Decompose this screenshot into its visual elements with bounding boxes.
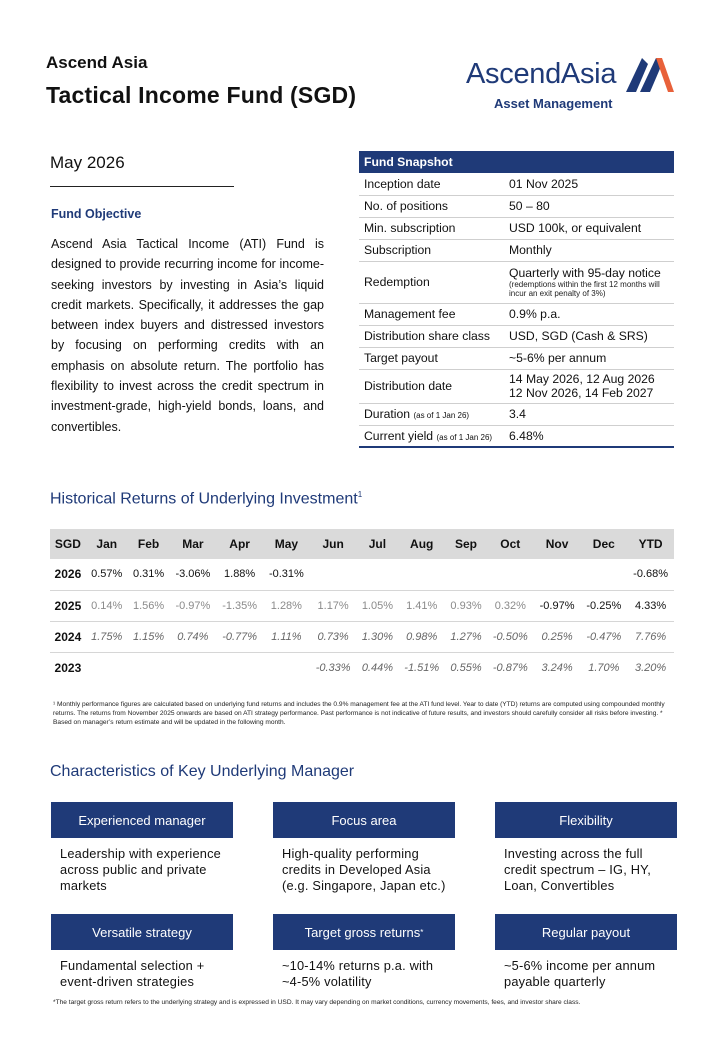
snapshot-value: 6.48% — [504, 425, 674, 447]
returns-cell: 1.27% — [445, 621, 487, 652]
returns-cell — [263, 652, 310, 683]
returns-cell: -0.31% — [263, 559, 310, 590]
returns-cell: 0.98% — [398, 621, 445, 652]
snapshot-value: ~5-6% per annum — [504, 347, 674, 369]
snapshot-row — [359, 261, 674, 303]
returns-cell — [170, 652, 217, 683]
returns-cell: 0.25% — [534, 621, 581, 652]
returns-cell: -1.51% — [404, 661, 440, 674]
returns-row — [50, 621, 674, 652]
objective-heading: Fund Objective — [51, 207, 142, 221]
snapshot-value: Monthly — [504, 239, 674, 261]
snapshot-label: Inception date — [359, 173, 504, 195]
card-text: High-quality performing credits in Developed Asia (e.g. Singapore, Japan etc.) — [282, 846, 446, 893]
returns-header-row — [50, 529, 674, 559]
snapshot-row — [359, 425, 674, 447]
snapshot-value-cell — [504, 369, 674, 403]
returns-cell: 1.28% — [263, 590, 310, 621]
returns-cell: 1.75% — [86, 621, 128, 652]
returns-col-header: May — [263, 529, 310, 559]
returns-cell: 0.74% — [170, 621, 217, 652]
returns-row — [50, 590, 674, 621]
card-heading — [51, 802, 233, 838]
card-heading — [495, 802, 677, 838]
returns-table — [50, 529, 674, 683]
returns-cell: 0.32% — [487, 590, 534, 621]
returns-cell: 0.44% — [361, 661, 394, 674]
card-heading — [495, 914, 677, 950]
snapshot-row — [359, 303, 674, 325]
returns-year: 2025 — [50, 590, 86, 621]
date-divider — [50, 186, 234, 187]
card-heading-text: Target gross returns — [304, 924, 421, 940]
objective-text: Ascend Asia Tactical Income (ATI) Fund is designed to provide recurring income for income-seeking investors by investing in Asia’s liquid credit markets. Specifically, it addresses the gap between index buyers and distressed investors by focusing on performing credits with an emphasis on absolute return. The portfolio has flexibility to invest across the credit spectrum in investment-grade, high-yield bonds, loans, and convertibles. — [51, 237, 324, 434]
characteristics-title: Characteristics of Key Underlying Manager — [50, 763, 355, 780]
snapshot-label-note: (as of 1 Jan 26) — [413, 411, 470, 420]
snapshot-label: Target payout — [359, 347, 504, 369]
returns-cell: 4.33% — [627, 590, 674, 621]
card-text: ~5-6% income per annum payable quarterly — [504, 958, 656, 989]
snapshot-row — [359, 217, 674, 239]
returns-cell: 1.41% — [398, 590, 445, 621]
history-title-text: Historical Returns of Underlying Investment — [50, 490, 358, 508]
returns-cell — [534, 559, 581, 590]
card-heading-text: Experienced manager — [78, 812, 206, 828]
returns-col-header: Jan — [86, 529, 128, 559]
snapshot-heading: Fund Snapshot — [359, 151, 674, 173]
card-heading-sup: * — [420, 927, 424, 937]
card-text: ~10-14% returns p.a. with ~4-5% volatility — [282, 958, 434, 989]
returns-col-header: Jun — [310, 529, 357, 559]
returns-cell: -0.33% — [315, 661, 351, 674]
snapshot-row — [359, 239, 674, 261]
card-text: Investing across the full credit spectrum – IG, HY, Loan, Convertibles — [504, 846, 652, 893]
card-heading-text: Versatile strategy — [92, 924, 192, 940]
returns-cell: -0.97% — [170, 590, 217, 621]
snapshot-label: Distribution date — [359, 369, 504, 403]
returns-cell — [216, 652, 263, 683]
returns-cell: 1.15% — [128, 621, 170, 652]
snapshot-label: Duration — [364, 407, 411, 421]
snapshot-label-cell — [359, 403, 504, 425]
returns-cell: 1.17% — [310, 590, 357, 621]
logo-mark-icon — [622, 58, 678, 92]
returns-cell: -0.97% — [534, 590, 581, 621]
returns-cell — [86, 652, 128, 683]
returns-cell — [580, 559, 627, 590]
logo-subtitle: Asset Management — [494, 96, 613, 111]
card-text: Fundamental selection + event-driven strategies — [60, 958, 205, 989]
snapshot-label: No. of positions — [359, 195, 504, 217]
returns-body — [50, 559, 674, 683]
returns-col-header: Apr — [216, 529, 263, 559]
snapshot-label: Redemption — [359, 261, 504, 303]
returns-cell — [310, 559, 357, 590]
snapshot-label: Management fee — [359, 303, 504, 325]
snapshot-value: 01 Nov 2025 — [504, 173, 674, 195]
snapshot-label: Current yield — [364, 428, 434, 443]
snapshot-value: 12 Nov 2026, 14 Feb 2027 — [509, 386, 654, 400]
card-heading-text: Flexibility — [559, 812, 613, 828]
returns-cell: 3.20% — [634, 661, 667, 674]
logo-name: AscendAsia — [466, 58, 617, 90]
returns-cell: -0.68% — [627, 559, 674, 590]
returns-cell: -1.35% — [216, 590, 263, 621]
snapshot-value: Quarterly with 95-day notice — [509, 266, 661, 280]
returns-col-header: Jul — [357, 529, 399, 559]
card-text: Leadership with experience across public and private markets — [60, 846, 221, 893]
snapshot-note: (redemptions within the first 12 months will incur an exit penalty of 3%) — [509, 280, 660, 298]
returns-cell: 0.73% — [310, 621, 357, 652]
snapshot-value: USD, SGD (Cash & SRS) — [504, 325, 674, 347]
snapshot-value: 14 May 2026, 12 Aug 2026 — [509, 372, 655, 386]
returns-cell: 1.70% — [588, 661, 620, 674]
fund-snapshot-table — [359, 151, 674, 448]
returns-cell — [487, 559, 534, 590]
returns-cell: 0.57% — [86, 559, 128, 590]
snapshot-value-cell — [504, 261, 674, 303]
returns-cell: 1.05% — [357, 590, 399, 621]
returns-row — [50, 652, 674, 683]
report-date: May 2026 — [50, 153, 125, 172]
returns-cell: 0.55% — [450, 661, 482, 674]
returns-cell: 1.88% — [216, 559, 263, 590]
returns-year: 2023 — [54, 660, 82, 675]
card-heading-text: Regular payout — [541, 924, 631, 940]
returns-col-header: Sep — [445, 529, 487, 559]
card-heading — [51, 914, 233, 950]
returns-col-header: YTD — [627, 529, 674, 559]
snapshot-value: 0.9% p.a. — [504, 303, 674, 325]
fund-title-line1: Ascend Asia — [46, 53, 148, 72]
returns-col-header: SGD — [50, 529, 86, 559]
returns-year: 2026 — [50, 559, 86, 590]
returns-cell: 0.31% — [128, 559, 170, 590]
returns-cell — [398, 559, 445, 590]
returns-cell: 7.76% — [627, 621, 674, 652]
returns-col-header: Aug — [398, 529, 445, 559]
returns-row — [50, 559, 674, 590]
returns-cell: -0.77% — [216, 621, 263, 652]
snapshot-label: Subscription — [359, 239, 504, 261]
snapshot-row — [359, 173, 674, 195]
returns-cell: -0.25% — [580, 590, 627, 621]
fund-title-line2: Tactical Income Fund (SGD) — [46, 82, 357, 108]
snapshot-label: Distribution share class — [359, 325, 504, 347]
returns-footnote: ¹ Monthly performance figures are calculated based on underlying fund returns and includes the 0.9% management fee at the ATI fund level. Year to date (YTD) returns are computed using compounded monthly returns. The returns from November 2025 onwards are based on ATI strategy performance. Past performance is not indicative of future results, and investors should carefully consider all risks before investing. * Based on manager’s return estimate and will be updated in the following month. — [53, 701, 665, 727]
returns-cell: -0.50% — [487, 621, 534, 652]
snapshot-value: USD 100k, or equivalent — [504, 217, 674, 239]
returns-cell: 1.11% — [263, 621, 310, 652]
returns-col-header: Oct — [487, 529, 534, 559]
returns-year: 2024 — [50, 621, 86, 652]
snapshot-value: 3.4 — [504, 403, 674, 425]
returns-cell: 1.30% — [357, 621, 399, 652]
returns-cell: 3.24% — [541, 661, 573, 674]
snapshot-value: 50 – 80 — [504, 195, 674, 217]
company-logo — [466, 58, 680, 114]
returns-cell: 0.93% — [445, 590, 487, 621]
history-title — [50, 490, 362, 508]
returns-cell: -3.06% — [170, 559, 217, 590]
snapshot-row — [359, 403, 674, 425]
returns-cell: 1.56% — [128, 590, 170, 621]
history-title-sup: 1 — [357, 490, 363, 499]
card-heading — [273, 802, 455, 838]
returns-cell: -0.47% — [580, 621, 627, 652]
snapshot-row — [359, 195, 674, 217]
returns-cell: -0.87% — [492, 661, 528, 674]
card-heading-text: Focus area — [331, 812, 397, 828]
snapshot-row — [359, 325, 674, 347]
snapshot-label-cell — [359, 425, 504, 447]
snapshot-label-note: (as of 1 Jan 26) — [436, 432, 493, 442]
snapshot-row — [359, 369, 674, 403]
returns-col-header: Mar — [170, 529, 217, 559]
returns-cell: 0.14% — [86, 590, 128, 621]
returns-cell — [357, 559, 399, 590]
returns-cell — [445, 559, 487, 590]
snapshot-row — [359, 347, 674, 369]
snapshot-label: Min. subscription — [359, 217, 504, 239]
card-heading — [273, 914, 455, 950]
characteristics-footnote: *The target gross return refers to the underlying strategy and is expressed in USD. It may vary depending on market conditions, currency movements, fees, and investor share class. — [53, 999, 581, 1006]
returns-col-header: Dec — [580, 529, 627, 559]
returns-cell — [128, 652, 170, 683]
returns-col-header: Nov — [534, 529, 581, 559]
returns-col-header: Feb — [128, 529, 170, 559]
